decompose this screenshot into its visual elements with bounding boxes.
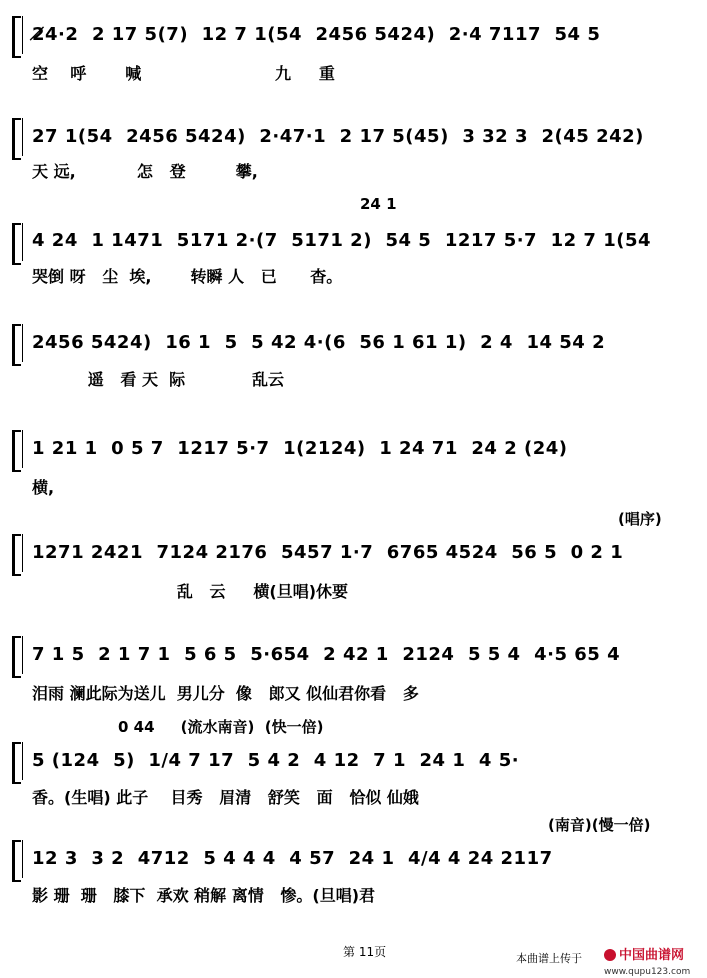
system-brace — [12, 742, 21, 784]
score-system-4 — [0, 318, 707, 398]
score-system-3 — [0, 195, 707, 290]
notation-line: 1271 2421 7124 2176 5457 1·7 6765 4524 56 5 0 2 1 — [32, 542, 624, 563]
system-bracket-line — [22, 324, 23, 362]
score-system-1 — [0, 10, 707, 90]
page-number: 第 11页 — [343, 945, 387, 959]
system-bracket-line — [22, 742, 23, 780]
lyrics-line: 香。(生唱) 此子 目秀 眉清 舒笑 面 恰似 仙娥 — [32, 788, 419, 807]
notation-line: 2̸4·2 2 17 5(7) 12 7 1(54 2456 5424) 2·4 7117 54 5 — [32, 24, 601, 45]
score-system-7 — [0, 630, 707, 710]
upload-note: 本曲谱上传于 — [516, 952, 582, 965]
notation-line: 1 21 1 0 5 7 1217 5·7 1(2124) 1 24 71 24 2 (24) — [32, 438, 568, 459]
notation-line: 5 (124 5) 1/4 7 17 5 4 2 4 12 7 1 24 1 4 5· — [32, 750, 520, 771]
system-bracket-line — [22, 840, 23, 878]
notation-above: 24 1 — [360, 195, 397, 213]
logo-text: 中国曲谱网 — [619, 948, 685, 963]
lyrics-line: 哭倒 呀 尘 埃, 转瞬 人 已 杳。 — [32, 267, 343, 286]
system-brace — [12, 636, 21, 678]
system-brace — [12, 118, 21, 160]
system-brace — [12, 16, 21, 58]
notation-above: 0 44 (流水南音) (快一倍) — [118, 718, 324, 736]
notation-above: (唱序) — [618, 510, 662, 528]
score-system-5 — [0, 424, 707, 504]
site-logo[interactable] — [604, 944, 690, 978]
score-system-9 — [0, 814, 707, 914]
system-brace — [12, 223, 21, 265]
score-system-8 — [0, 716, 707, 816]
system-bracket-line — [22, 636, 23, 674]
system-bracket-line — [22, 16, 23, 54]
notation-line: 4 24 1 1471 5171 2·(7 5171 2) 54 5 1217 5·7 12 7 1(54 — [32, 230, 652, 251]
notation-above: (南音)(慢一倍) — [548, 816, 651, 834]
system-brace — [12, 430, 21, 472]
lyrics-line: 乱 云 横(旦唱)休要 — [32, 582, 349, 601]
score-system-6 — [0, 508, 707, 608]
notation-line: 12 3 3 2 4712 5 4 4 4 4 57 24 1 4/4 4 24 2117 — [32, 848, 553, 869]
logo-url: www.qupu123.com — [604, 967, 691, 977]
system-brace — [12, 324, 21, 366]
system-bracket-line — [22, 223, 23, 261]
system-bracket-line — [22, 534, 23, 572]
lyrics-line: 横, — [32, 478, 55, 497]
notation-line: 7 1 5 2 1 7 1 5 6 5 5·654 2 42 1 2124 5 5 4 4·5 65 4 — [32, 644, 621, 665]
system-brace — [12, 840, 21, 882]
system-bracket-line — [22, 118, 23, 156]
notation-line: 2456 5424) 16 1 5 5 42 4·(6 56 1 61 1) 2 4 14 54 2 — [32, 332, 606, 353]
system-bracket-line — [22, 430, 23, 468]
lyrics-line: 天 远, 怎 登 攀, — [32, 162, 258, 181]
lyrics-line: 空 呼 喊 九 重 — [32, 64, 335, 83]
notation-line: 27 1(54 2456 5424) 2·47·1 2 17 5(45) 3 32 3 2(45 242) — [32, 126, 644, 147]
system-brace — [12, 534, 21, 576]
lyrics-line: 影 珊 珊 膝下 承欢 稍解 离情 惨。(旦唱)君 — [32, 886, 376, 905]
lyrics-line: 泪雨 澜此际为送儿 男儿分 像 郎又 似仙君你看 多 — [32, 684, 419, 703]
lyrics-line: 遥 看 天 际 乱云 — [32, 370, 284, 389]
logo-icon — [604, 949, 616, 961]
score-system-2 — [0, 112, 707, 192]
